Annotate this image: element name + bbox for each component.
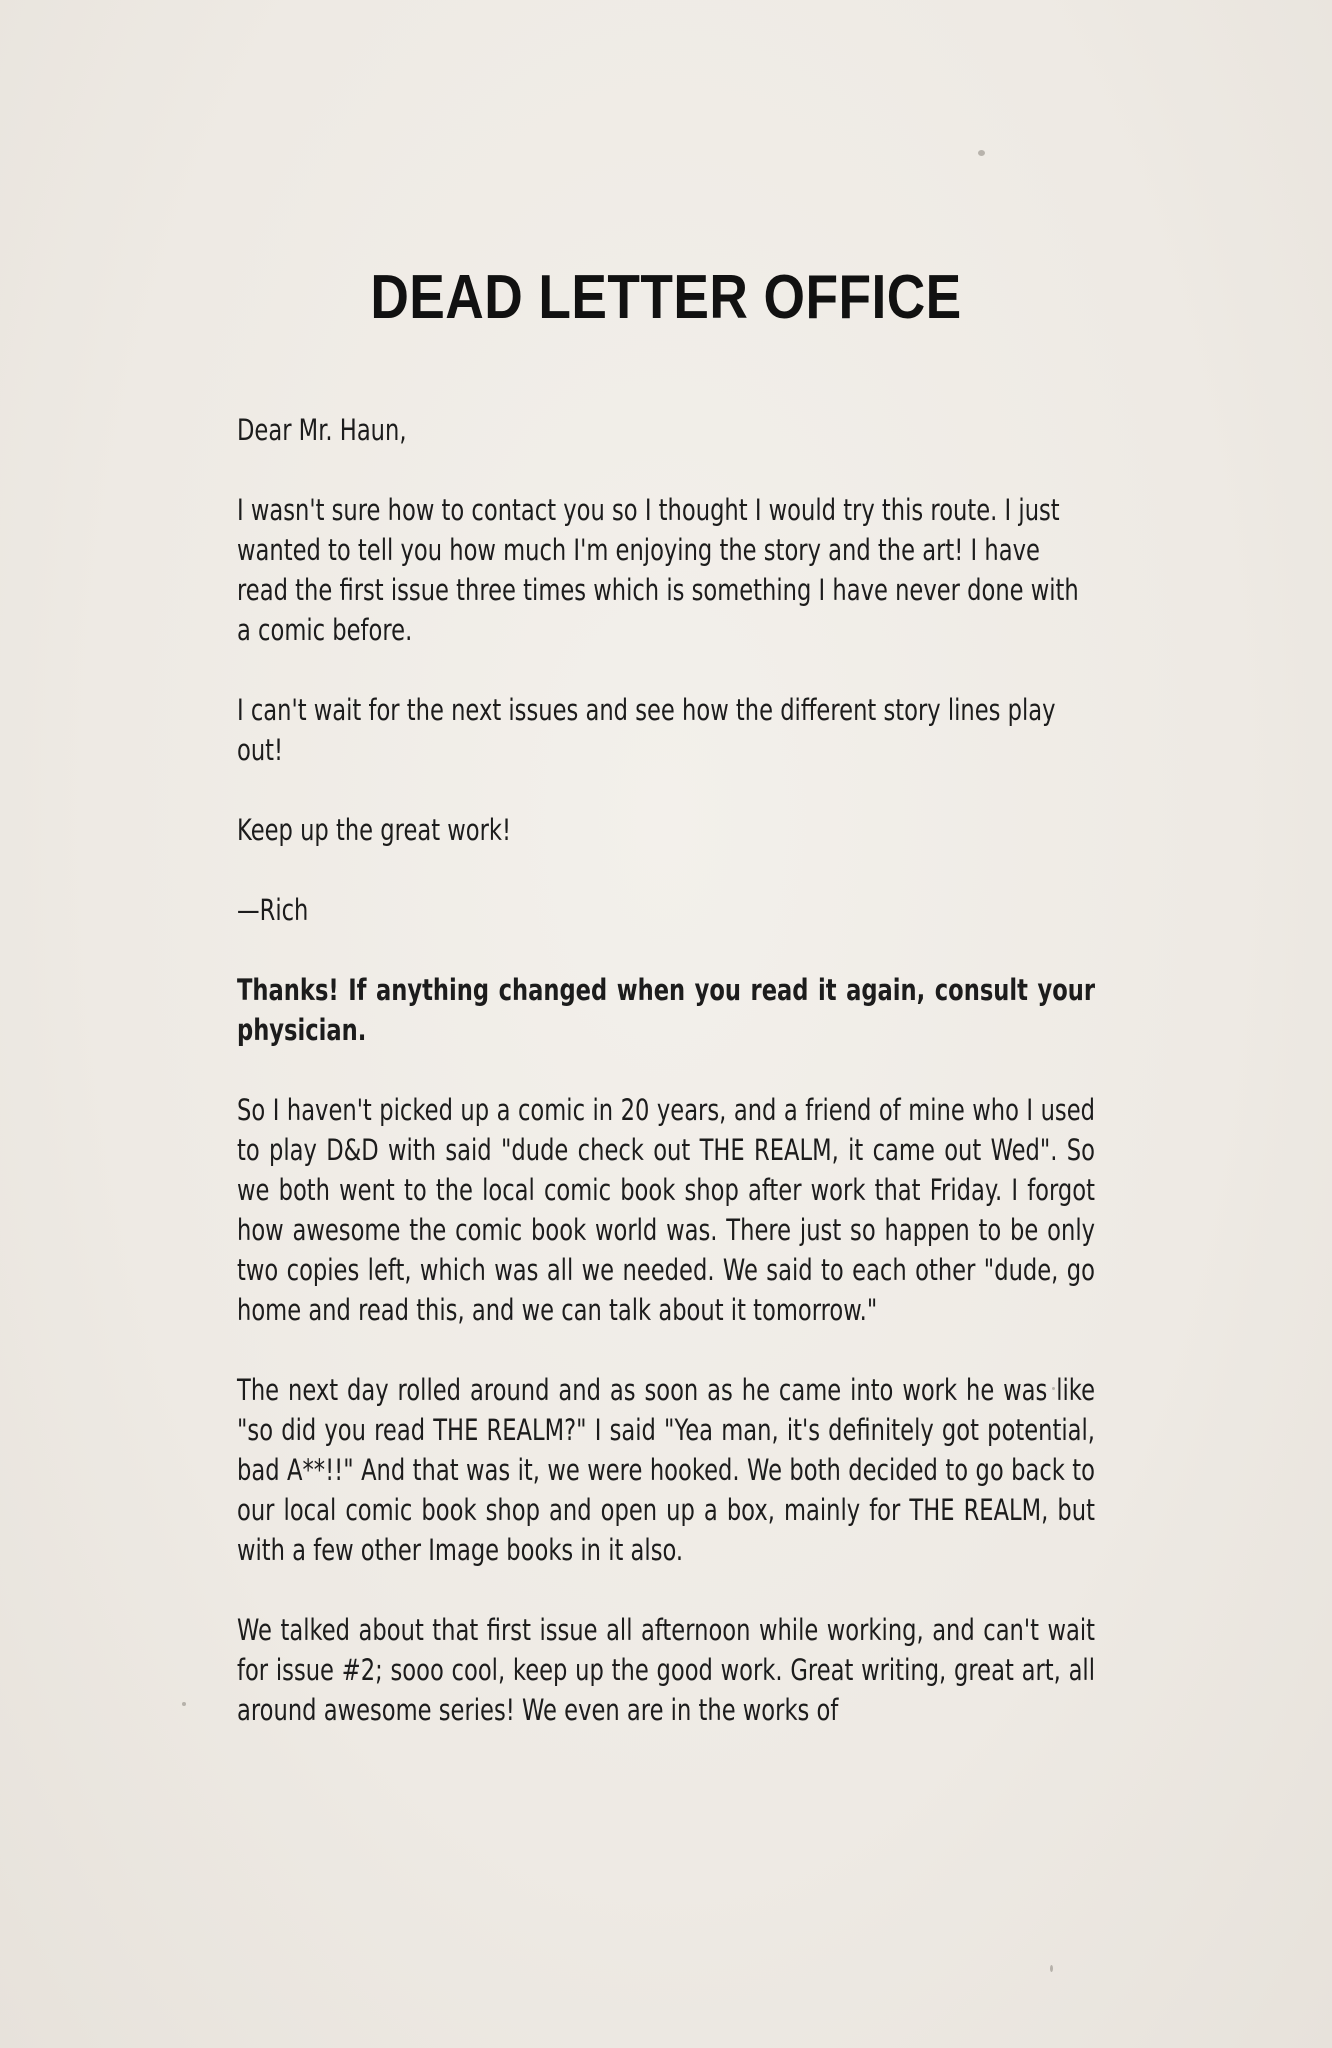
paper-speck	[1050, 1965, 1053, 1972]
editor-reply: Thanks! If anything changed when you read it again, consult your physician.	[237, 973, 1095, 1047]
letter-paragraph: Keep up the great work!	[237, 813, 512, 847]
letter-signature: —Rich	[237, 893, 309, 927]
letter-paragraph: So I haven't picked up a comic in 20 years, and a friend of mine who I used to play D&D with said "dude check out THE REALM, it came out Wed". So we both went to the local comic book shop after work that Friday. I forgot how awesome the comic book world was. There just so happen to be only two copies left, which was all we needed. We said to each other "dude, go home and read this, and we can talk about it tomorrow."	[237, 1093, 1095, 1327]
paper-speck	[182, 1702, 186, 1706]
letter-paragraph: I wasn't sure how to contact you so I thought I would try this route. I just wanted to tell you how much I'm enjoying the story and the art! I have read the first issue three times which is something I have never done with a comic before.	[237, 493, 1079, 647]
letter-paragraph: I can't wait for the next issues and see how the different story lines play out!	[237, 693, 1056, 767]
page-title: DEAD LETTER OFFICE	[370, 263, 962, 332]
letter-paragraph: We talked about that first issue all afternoon while working, and can't wait for issue #2; sooo cool, keep up the good work. Great writing, great art, all around awesome series! We even are in the works of	[237, 1613, 1095, 1727]
salutation: Dear Mr. Haun,	[237, 413, 407, 447]
paper-speck	[978, 150, 985, 156]
letter-body	[237, 410, 1095, 1770]
letter-paragraph: The next day rolled around and as soon as he came into work he was like "so did you read THE REALM?" I said "Yea man, it's definitely got potential, bad A**!!" And that was it, we were hooked. We both decided to go back to our local comic book shop and open up a box, mainly for THE REALM, but with a few other Image books in it also.	[237, 1373, 1095, 1567]
